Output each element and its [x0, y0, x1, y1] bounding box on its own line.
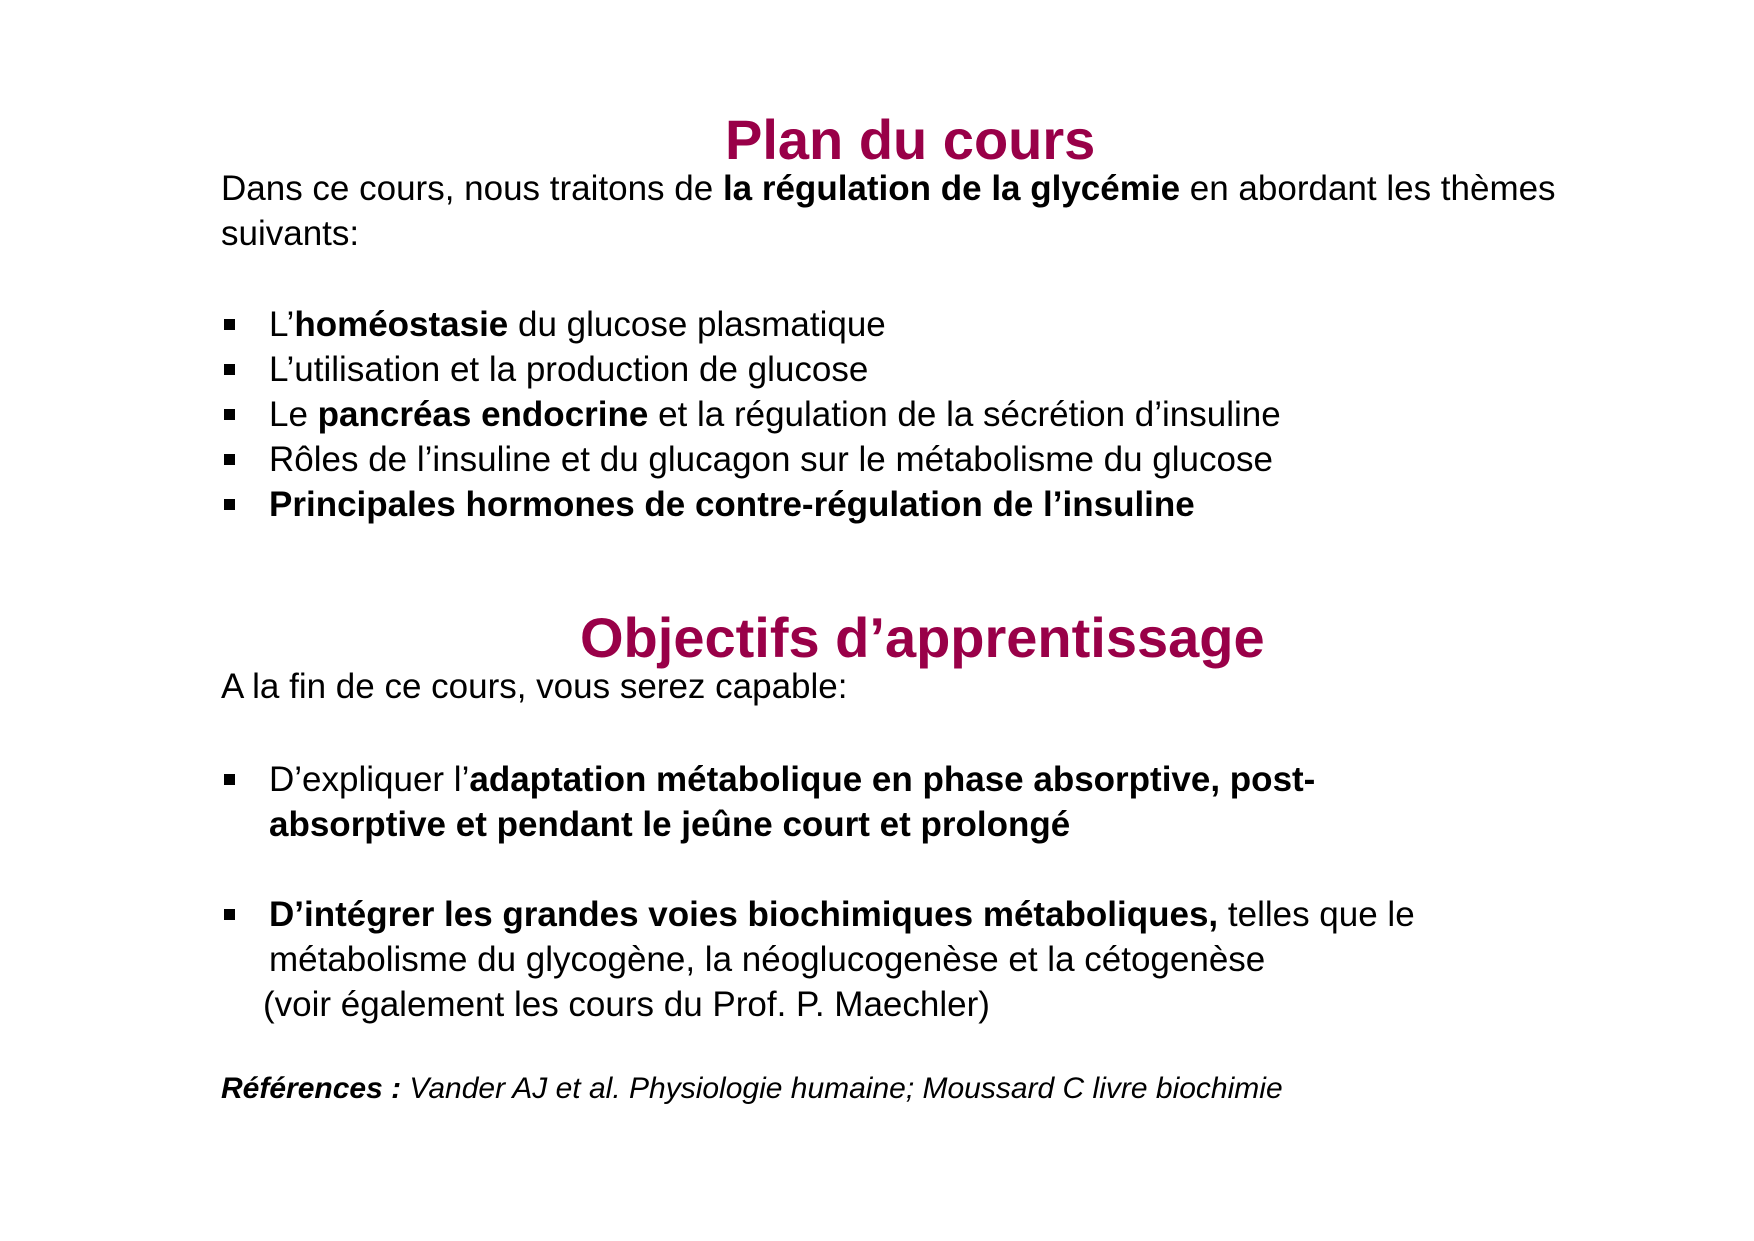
item-text: et la régulation de la sécrétion d’insuline: [648, 395, 1281, 434]
list-item: [221, 757, 1421, 847]
list-item: [221, 392, 1281, 437]
objectives-title: Objectifs d’apprentissage: [580, 605, 1265, 669]
square-bullet-icon: [224, 409, 235, 420]
item-bold: Principales hormones de contre-régulation de l’insuline: [269, 485, 1195, 524]
square-bullet-icon: [224, 909, 235, 920]
objectives-intro: A la fin de ce cours, vous serez capable:: [221, 667, 848, 706]
item-text: D’expliquer l’: [269, 760, 470, 799]
item-bold: D’intégrer les grandes voies biochimiques métaboliques,: [269, 895, 1219, 934]
item-bold: adaptation métabolique en phase absorptive, post-absorptive et pendant le jeûne court et prolongé: [269, 760, 1316, 844]
plan-intro-bold: la régulation de la glycémie: [722, 169, 1181, 208]
plan-intro-pre: Dans ce cours, nous traitons de: [221, 169, 723, 208]
references-label: Références :: [221, 1072, 402, 1105]
item-bold: pancréas endocrine: [317, 395, 649, 434]
references: [221, 1072, 1283, 1106]
item-text: Le: [269, 395, 318, 434]
item-bold: homéostasie: [294, 305, 509, 344]
square-bullet-icon: [224, 364, 235, 375]
square-bullet-icon: [224, 774, 235, 785]
square-bullet-icon: [224, 454, 235, 465]
references-text: Vander AJ et al. Physiologie humaine; Moussard C livre biochimie: [401, 1072, 1283, 1105]
list-item: [221, 482, 1281, 527]
item-note: (voir également les cours du Prof. P. Maechler): [263, 985, 990, 1024]
plan-intro-post: en abordant les thèmes suivants:: [221, 169, 1556, 253]
objectives-list: [221, 757, 1421, 1027]
list-item: [221, 437, 1281, 482]
item-text: telles que le métabolisme du glycogène, la néoglucogenèse et la cétogenèse: [269, 895, 1415, 979]
list-item: [221, 892, 1421, 1027]
list-item: [221, 347, 1281, 392]
item-text: L’: [269, 305, 295, 344]
plan-intro: [221, 166, 1561, 256]
item-text: L’utilisation et la production de glucose: [269, 350, 869, 389]
square-bullet-icon: [224, 319, 235, 330]
plan-list: [221, 302, 1281, 527]
square-bullet-icon: [224, 499, 235, 510]
item-text: Rôles de l’insuline et du glucagon sur le métabolisme du glucose: [269, 440, 1273, 479]
list-item: [221, 302, 1281, 347]
plan-title: Plan du cours: [725, 107, 1096, 171]
item-text: du glucose plasmatique: [508, 305, 886, 344]
